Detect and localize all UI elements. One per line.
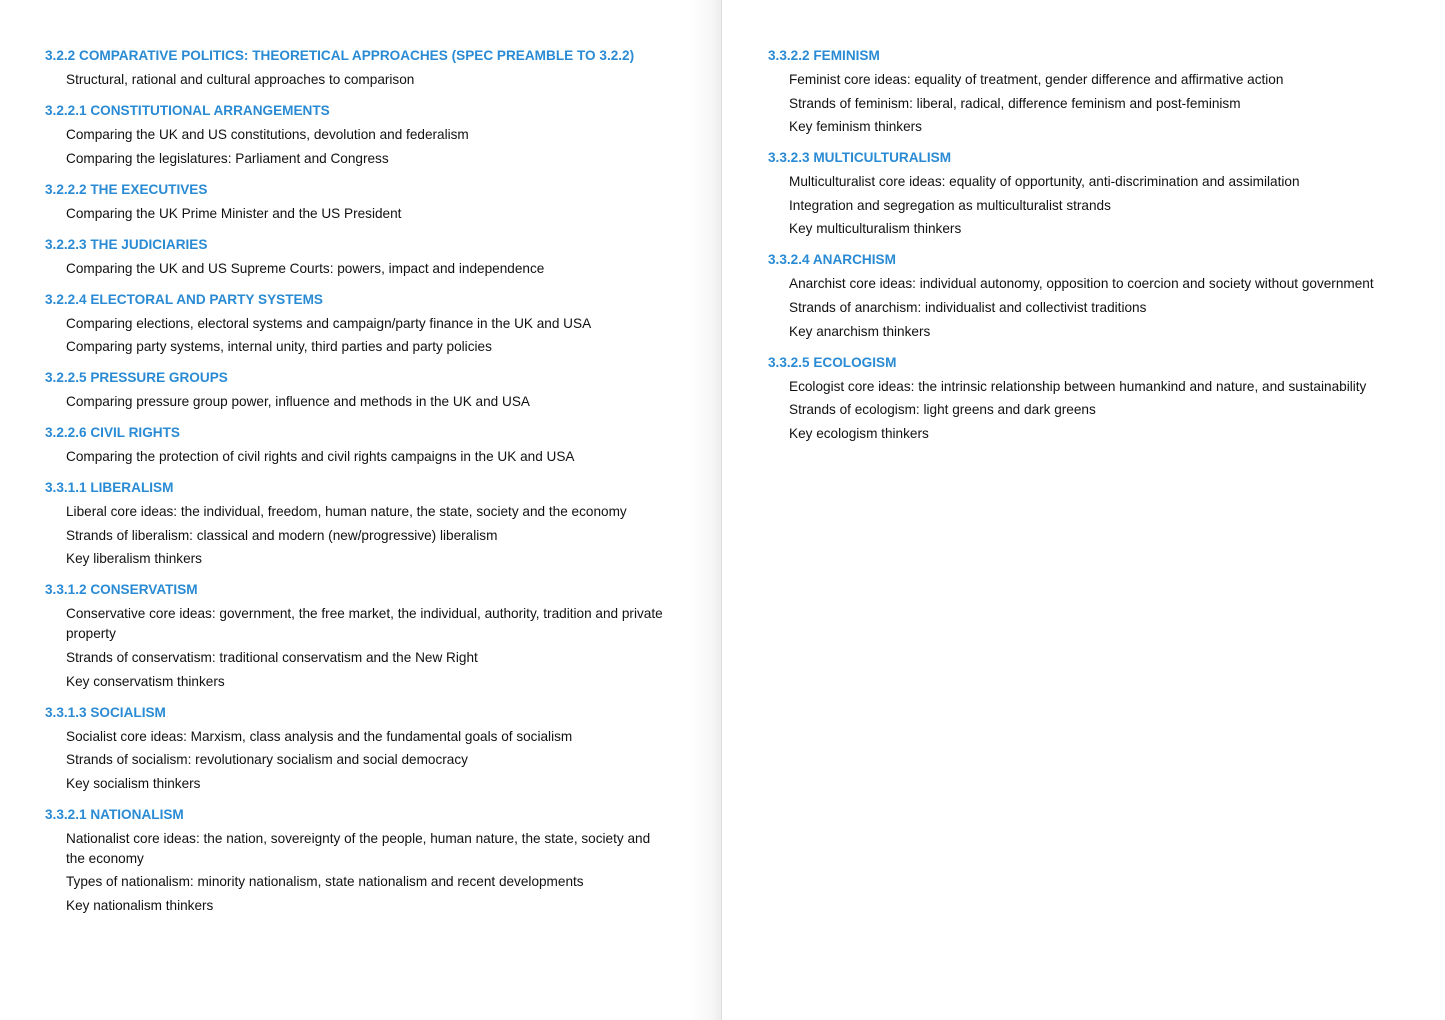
section-item: Strands of anarchism: individualist and collectivist traditions bbox=[789, 299, 1147, 315]
section-item: Key anarchism thinkers bbox=[789, 323, 931, 339]
section-heading: 3.2.2.5 PRESSURE GROUPS bbox=[45, 370, 228, 386]
syllabus-section bbox=[45, 47, 722, 90]
syllabus-section bbox=[45, 181, 722, 224]
section-heading: 3.2.2.1 CONSTITUTIONAL ARRANGEMENTS bbox=[45, 103, 330, 118]
section-item: Strands of ecologism: light greens and dark greens bbox=[789, 402, 1096, 418]
section-item: Comparing the UK Prime Minister and the US President bbox=[66, 205, 402, 221]
section-item: Comparing the UK and US constitutions, devolution and federalism bbox=[66, 127, 469, 142]
section-item: Structural, rational and cultural approaches to comparison bbox=[66, 72, 415, 87]
section-heading: 3.3.2.4 ANARCHISM bbox=[768, 252, 896, 268]
section-item: Nationalist core ideas: the nation, sovereignty of the people, human nature, the state, society and the economy bbox=[66, 830, 651, 866]
section-heading: 3.3.1.2 CONSERVATISM bbox=[45, 582, 198, 598]
syllabus-section bbox=[45, 236, 722, 279]
section-heading: 3.2.2.4 ELECTORAL AND PARTY SYSTEMS bbox=[45, 291, 323, 307]
section-heading: 3.3.1.1 LIBERALISM bbox=[45, 480, 174, 496]
section-item: Key socialism thinkers bbox=[66, 775, 201, 791]
right-page bbox=[722, 0, 1445, 1020]
section-item: Comparing the UK and US Supreme Courts: powers, impact and independence bbox=[66, 260, 545, 276]
section-heading: 3.2.2 COMPARATIVE POLITICS: THEORETICAL APPROACHES (SPEC PREAMBLE TO 3.2.2) bbox=[45, 48, 635, 63]
section-heading: 3.3.2.1 NATIONALISM bbox=[45, 806, 184, 822]
syllabus-section bbox=[45, 581, 722, 691]
section-heading: 3.2.2.2 THE EXECUTIVES bbox=[45, 181, 208, 197]
left-page bbox=[0, 0, 722, 1020]
section-item: Strands of conservatism: traditional conservatism and the New Right bbox=[66, 649, 478, 665]
section-item: Comparing the legislatures: Parliament and Congress bbox=[66, 150, 389, 166]
section-item: Key feminism thinkers bbox=[789, 119, 922, 135]
syllabus-section bbox=[45, 424, 722, 467]
section-item: Anarchist core ideas: individual autonomy, opposition to coercion and society without government bbox=[789, 276, 1374, 292]
section-heading: 3.3.2.2 FEMINISM bbox=[768, 48, 880, 63]
section-item: Comparing party systems, internal unity, third parties and party policies bbox=[66, 339, 492, 355]
section-heading: 3.2.2.3 THE JUDICIARIES bbox=[45, 236, 208, 252]
section-item: Socialist core ideas: Marxism, class analysis and the fundamental goals of socialism bbox=[66, 728, 573, 744]
section-item: Comparing the protection of civil rights and civil rights campaigns in the UK and USA bbox=[66, 449, 575, 465]
section-heading: 3.3.2.5 ECOLOGISM bbox=[768, 354, 897, 370]
syllabus-section bbox=[768, 47, 1445, 137]
section-item: Strands of feminism: liberal, radical, difference feminism and post-feminism bbox=[789, 95, 1241, 111]
section-item: Key liberalism thinkers bbox=[66, 551, 202, 567]
section-item: Multiculturalist core ideas: equality of opportunity, anti-discrimination and assimilation bbox=[789, 174, 1300, 190]
syllabus-section bbox=[45, 806, 722, 916]
section-item: Comparing pressure group power, influence and methods in the UK and USA bbox=[66, 394, 530, 410]
section-heading: 3.2.2.6 CIVIL RIGHTS bbox=[45, 425, 180, 441]
syllabus-section bbox=[768, 149, 1445, 239]
section-item: Key multiculturalism thinkers bbox=[789, 221, 962, 237]
syllabus-section bbox=[45, 479, 722, 569]
section-item: Key conservatism thinkers bbox=[66, 673, 225, 689]
section-item: Key ecologism thinkers bbox=[789, 425, 929, 441]
section-heading: 3.3.1.3 SOCIALISM bbox=[45, 704, 166, 720]
section-item: Key nationalism thinkers bbox=[66, 897, 214, 913]
section-heading: 3.3.2.3 MULTICULTURALISM bbox=[768, 150, 952, 166]
section-item: Strands of socialism: revolutionary socialism and social democracy bbox=[66, 752, 468, 768]
syllabus-section bbox=[45, 291, 722, 358]
section-item: Feminist core ideas: equality of treatment, gender difference and affirmative action bbox=[789, 72, 1284, 87]
syllabus-section bbox=[45, 369, 722, 412]
syllabus-section bbox=[768, 251, 1445, 341]
section-item: Conservative core ideas: government, the free market, the individual, authority, tradition and private property bbox=[66, 606, 663, 642]
section-item: Ecologist core ideas: the intrinsic relationship between humankind and nature, and sustainability bbox=[789, 378, 1367, 394]
syllabus-section bbox=[45, 102, 722, 169]
section-item: Integration and segregation as multiculturalist strands bbox=[789, 197, 1111, 213]
syllabus-section bbox=[45, 704, 722, 794]
section-item: Strands of liberalism: classical and modern (new/progressive) liberalism bbox=[66, 527, 498, 543]
section-item: Liberal core ideas: the individual, freedom, human nature, the state, society and the economy bbox=[66, 504, 627, 520]
section-item: Comparing elections, electoral systems and campaign/party finance in the UK and USA bbox=[66, 315, 592, 331]
section-item: Types of nationalism: minority nationalism, state nationalism and recent developments bbox=[66, 874, 584, 890]
syllabus-section bbox=[768, 354, 1445, 444]
